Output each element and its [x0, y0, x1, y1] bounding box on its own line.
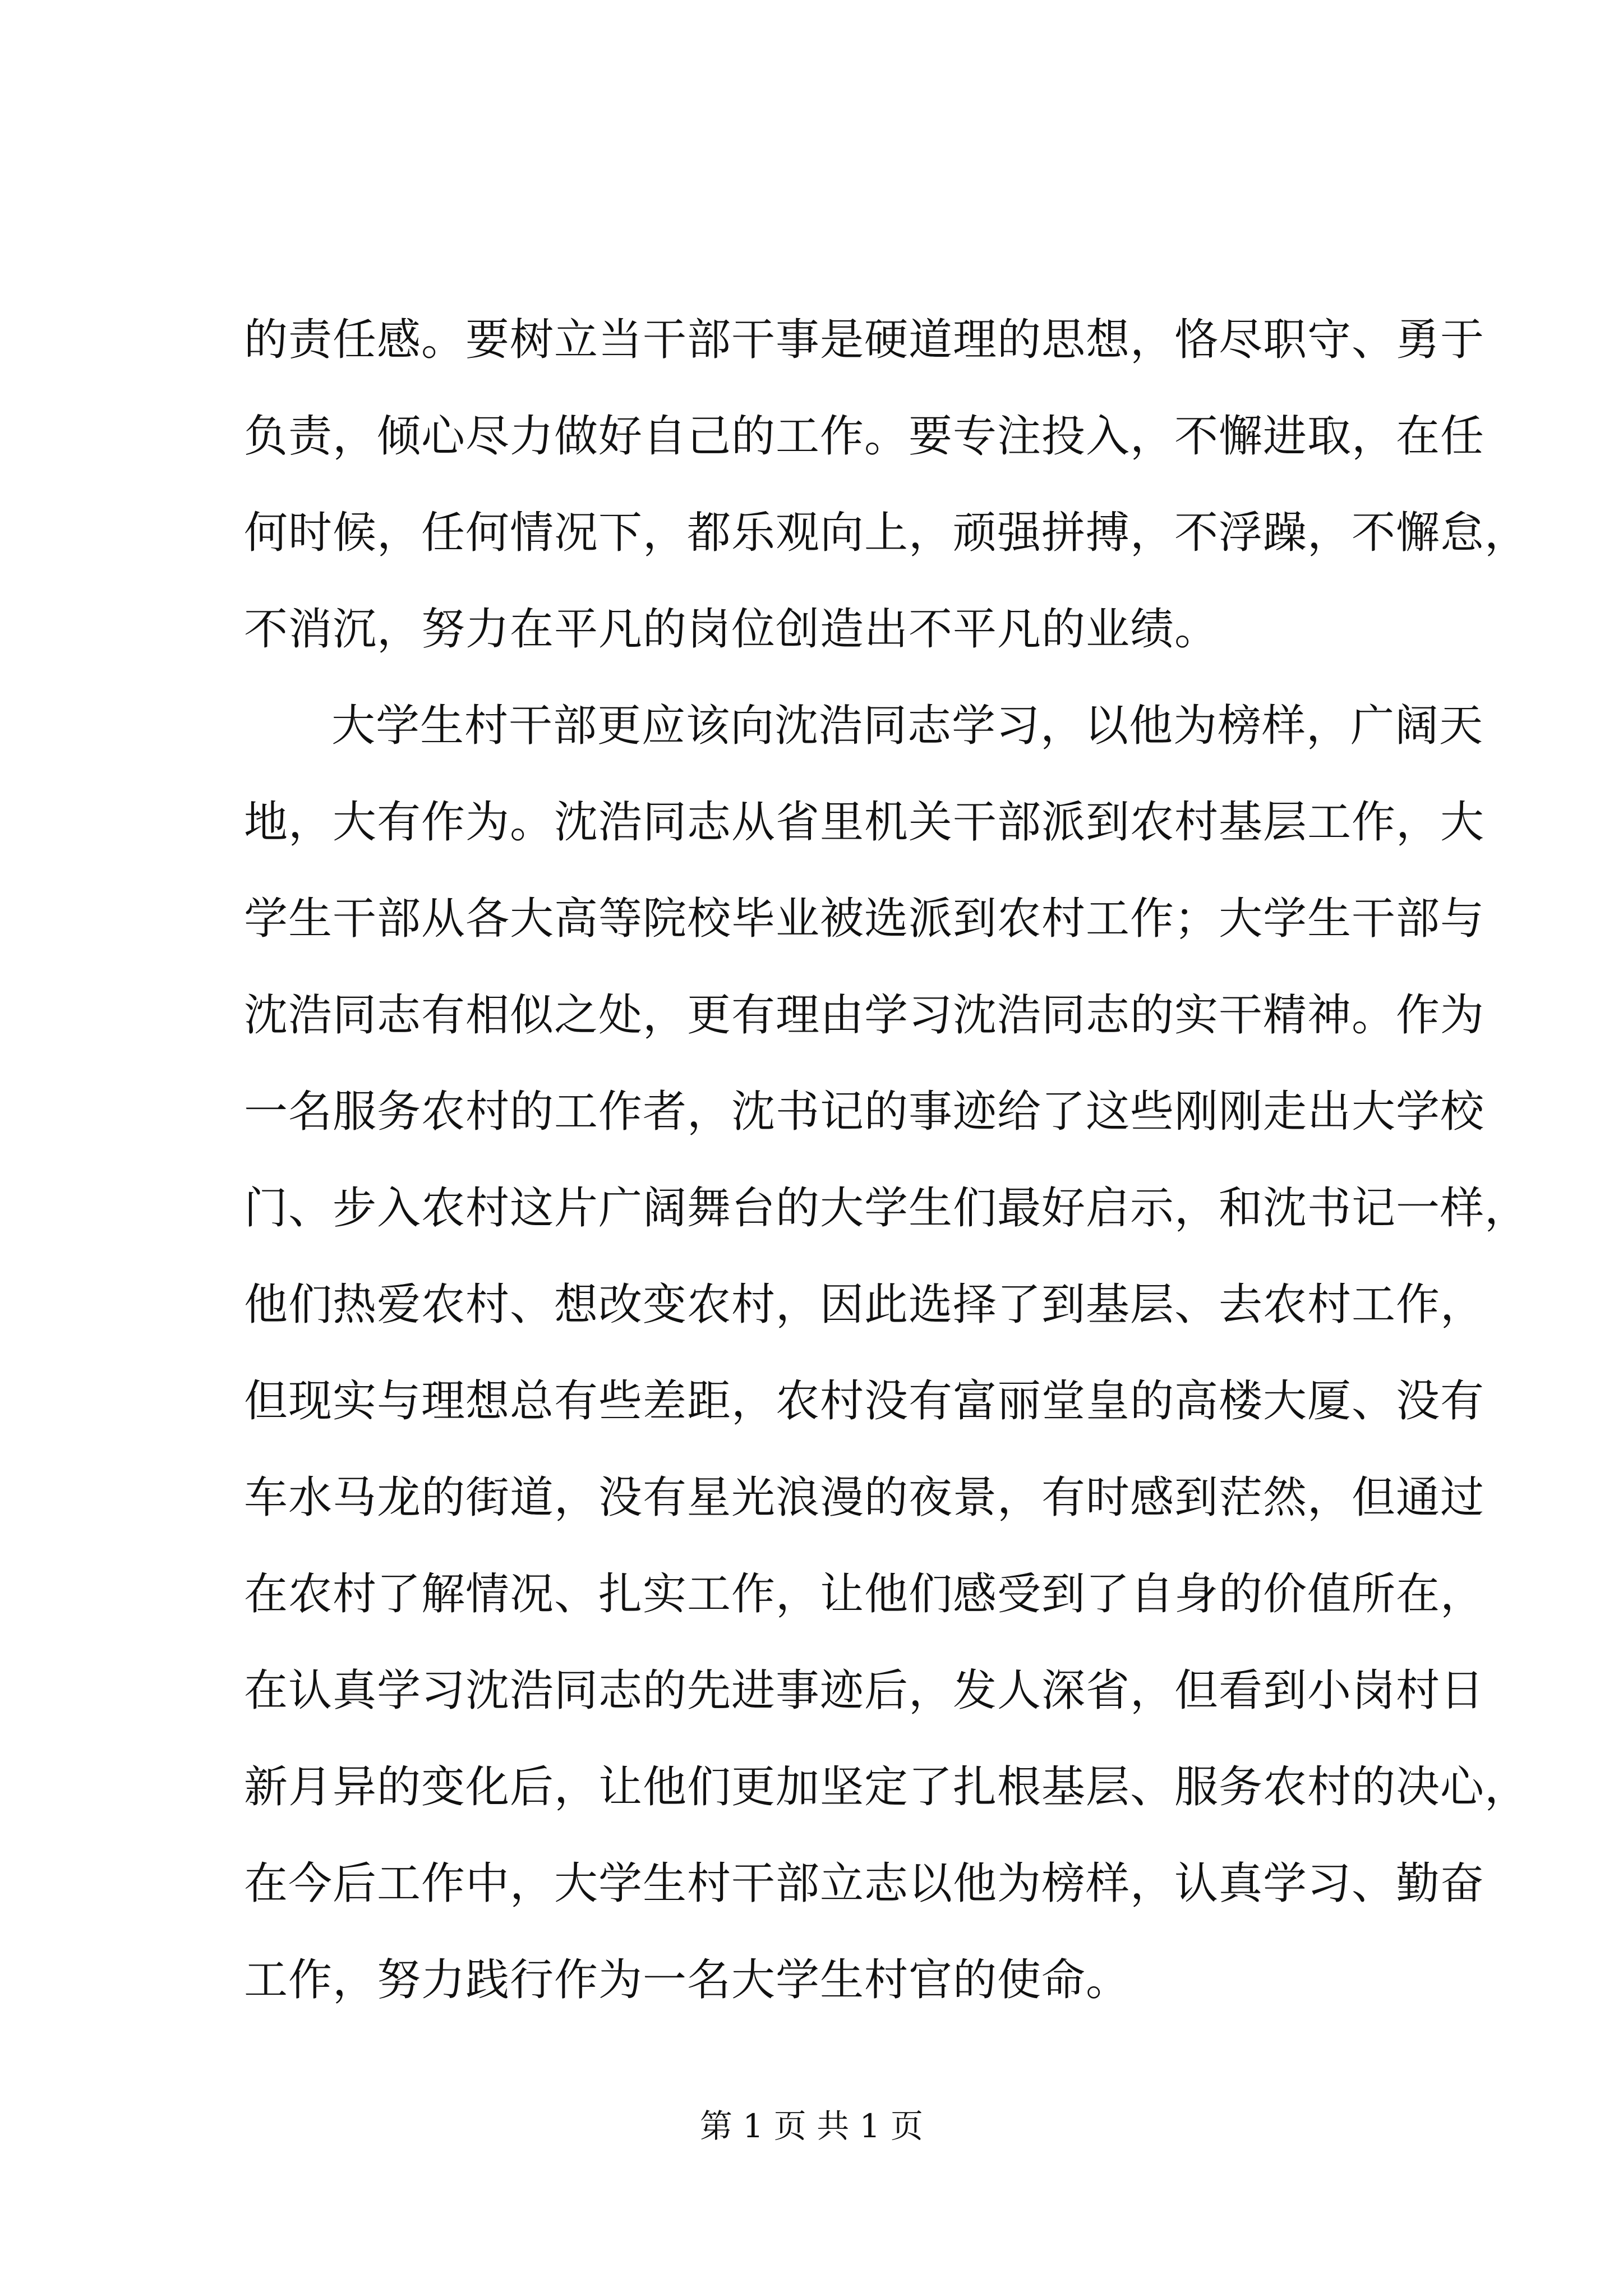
text-line: 在农村了解情况、扎实工作，让他们感受到了自身的价值所在， — [244, 1569, 1485, 1619]
text-line: 学生干部从各大高等院校毕业被选派到农村工作；大学生干部与 — [244, 894, 1485, 944]
text-line: 地，大有作为。沈浩同志从省里机关干部派到农村基层工作，大 — [244, 797, 1485, 848]
text-line: 的责任感。要树立当干部干事是硬道理的思想，恪尽职守、勇于 — [244, 315, 1485, 365]
text-line: 他们热爱农村、想改变农村，因此选择了到基层、去农村工作， — [244, 1280, 1485, 1330]
text-line: 不消沉，努力在平凡的岗位创造出不平凡的业绩。 — [244, 604, 1219, 655]
text-line: 沈浩同志有相似之处，更有理由学习沈浩同志的实干精神。作为 — [244, 990, 1485, 1041]
page-footer — [0, 2104, 1623, 2148]
text-line: 车水马龙的街道，没有星光浪漫的夜景，有时感到茫然，但通过 — [244, 1473, 1485, 1523]
text-line: 何时候，任何情况下，都乐观向上，顽强拼搏，不浮躁，不懈怠， — [244, 508, 1529, 558]
text-line: 门、步入农村这片广阔舞台的大学生们最好启示，和沈书记一样， — [244, 1183, 1529, 1234]
paragraph-1 — [244, 292, 1529, 678]
text-line: 新月异的变化后，让他们更加坚定了扎根基层、服务农村的决心， — [244, 1762, 1529, 1812]
text-line: 大学生村干部更应该向沈浩同志学习，以他为榜样，广阔天 — [331, 701, 1484, 751]
paragraph-2 — [244, 678, 1529, 2028]
document-body — [244, 292, 1529, 2028]
text-line: 负责，倾心尽力做好自己的工作。要专注投入，不懈进取，在任 — [244, 411, 1485, 462]
page-number-label: 第 1 页 共 1 页 — [700, 2107, 923, 2145]
text-line: 但现实与理想总有些差距，农村没有富丽堂皇的高楼大厦、没有 — [244, 1376, 1485, 1427]
text-line: 在认真学习沈浩同志的先进事迹后，发人深省，但看到小岗村日 — [244, 1665, 1485, 1716]
text-line: 在今后工作中，大学生村干部立志以他为榜样，认真学习、勤奋 — [244, 1858, 1485, 1909]
text-line: 工作，努力践行作为一名大学生村官的使命。 — [244, 1955, 1131, 2005]
text-line: 一名服务农村的工作者，沈书记的事迹给了这些刚刚走出大学校 — [244, 1087, 1485, 1137]
